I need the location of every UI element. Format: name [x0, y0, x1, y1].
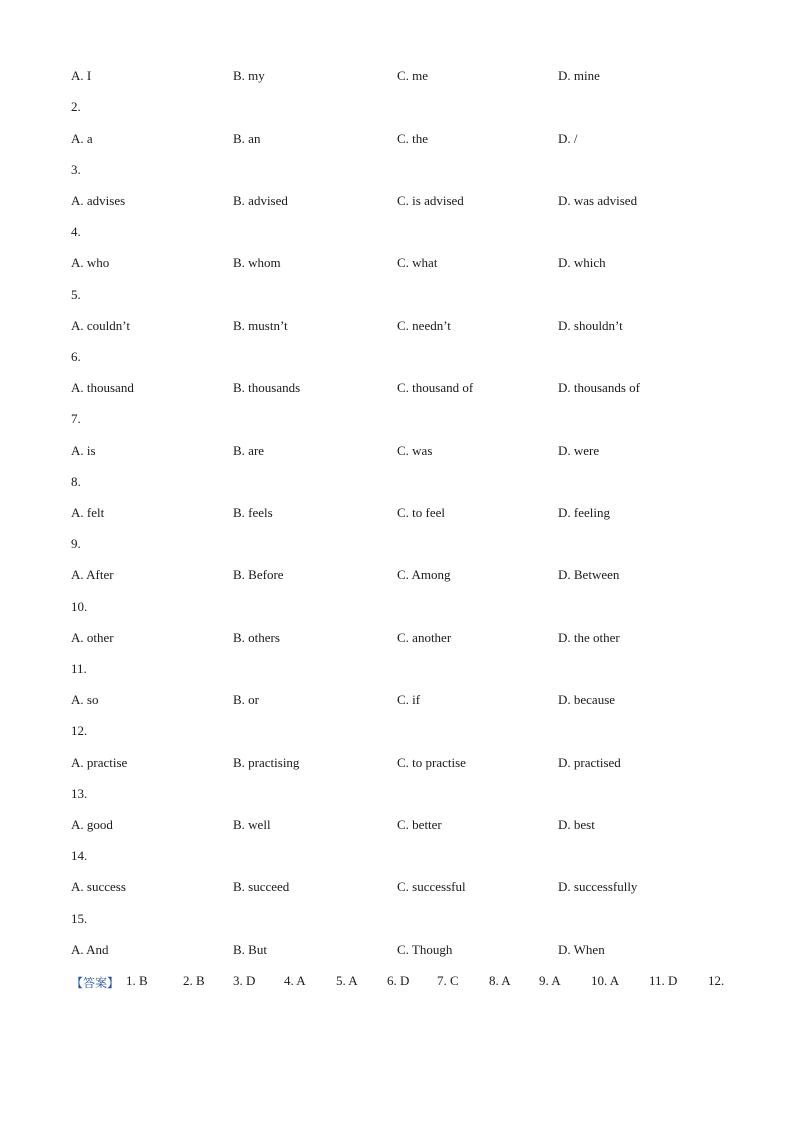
option-d: D. successfully — [558, 879, 638, 894]
option-c: C. is advised — [397, 193, 464, 208]
option-b: B. well — [233, 817, 271, 832]
option-c: C. another — [397, 630, 452, 645]
option-d: D. because — [558, 692, 616, 707]
option-a: A. And — [71, 942, 109, 957]
option-b: B. advised — [233, 193, 288, 208]
option-c: C. needn’t — [397, 318, 451, 333]
option-a: A. thousand — [71, 380, 134, 395]
option-a: A. who — [71, 255, 110, 270]
option-a: A. I — [71, 68, 92, 83]
question-number: 2. — [71, 99, 81, 114]
option-d: D. was advised — [558, 193, 638, 208]
option-c: C. successful — [397, 879, 466, 894]
option-c: C. the — [397, 131, 429, 146]
question-number: 11. — [71, 661, 87, 676]
answer-item-10: 10. A — [591, 973, 620, 988]
option-d: D. When — [558, 942, 605, 957]
answer-item-5: 5. A — [336, 973, 358, 988]
answer-item-7: 7. C — [437, 973, 459, 988]
question-number: 15. — [71, 911, 88, 926]
option-b: B. Before — [233, 567, 284, 582]
option-b: B. mustn’t — [233, 318, 288, 333]
option-b: B. are — [233, 443, 265, 458]
option-b: B. But — [233, 942, 267, 957]
option-b: B. whom — [233, 255, 281, 270]
option-d: D. the other — [558, 630, 620, 645]
option-d: D. feeling — [558, 505, 610, 520]
option-d: D. shouldn’t — [558, 318, 623, 333]
option-b: B. succeed — [233, 879, 290, 894]
answer-item-4: 4. A — [284, 973, 306, 988]
option-b: B. my — [233, 68, 265, 83]
option-a: A. After — [71, 567, 114, 582]
option-a: A. advises — [71, 193, 126, 208]
option-b: B. feels — [233, 505, 273, 520]
question-number: 9. — [71, 536, 81, 551]
option-a: A. is — [71, 443, 96, 458]
question-number: 6. — [71, 349, 81, 364]
question-number: 12. — [71, 723, 88, 738]
answer-item-6: 6. D — [387, 973, 410, 988]
option-a: A. practise — [71, 755, 128, 770]
question-number: 3. — [71, 162, 81, 177]
option-c: C. thousand of — [397, 380, 474, 395]
option-d: D. best — [558, 817, 595, 832]
question-number: 7. — [71, 411, 81, 426]
option-d: D. mine — [558, 68, 600, 83]
question-number: 4. — [71, 224, 81, 239]
option-c: C. Among — [397, 567, 451, 582]
option-a: A. felt — [71, 505, 105, 520]
option-d: D. Between — [558, 567, 620, 582]
option-a: A. good — [71, 817, 113, 832]
question-number: 13. — [71, 786, 88, 801]
option-a: A. a — [71, 131, 93, 146]
option-d: D. / — [558, 131, 578, 146]
question-number: 10. — [71, 599, 88, 614]
option-c: C. to practise — [397, 755, 466, 770]
answer-item-11: 11. D — [649, 973, 678, 988]
option-c: C. to feel — [397, 505, 446, 520]
question-number: 8. — [71, 474, 81, 489]
answer-item-12: 12. — [708, 973, 725, 988]
option-c: C. Though — [397, 942, 453, 957]
question-number: 5. — [71, 287, 81, 302]
option-b: B. thousands — [233, 380, 301, 395]
option-c: C. was — [397, 443, 433, 458]
option-d: D. practised — [558, 755, 621, 770]
answer-item-8: 8. A — [489, 973, 511, 988]
option-c: C. if — [397, 692, 421, 707]
answer-item-2: 2. B — [183, 973, 205, 988]
option-c: C. better — [397, 817, 442, 832]
answer-key — [71, 973, 751, 993]
option-a: A. so — [71, 692, 99, 707]
option-b: B. others — [233, 630, 280, 645]
option-d: D. were — [558, 443, 600, 458]
option-d: D. thousands of — [558, 380, 640, 395]
option-b: B. or — [233, 692, 259, 707]
question-number: 14. — [71, 848, 88, 863]
answer-item-9: 9. A — [539, 973, 561, 988]
option-c: C. me — [397, 68, 429, 83]
option-d: D. which — [558, 255, 606, 270]
option-a: A. other — [71, 630, 114, 645]
option-b: B. practising — [233, 755, 300, 770]
option-a: A. success — [71, 879, 126, 894]
option-c: C. what — [397, 255, 438, 270]
answer-label: 【答案】 — [71, 976, 120, 990]
option-b: B. an — [233, 131, 261, 146]
answer-item-3: 3. D — [233, 973, 256, 988]
answer-item-1: 1. B — [126, 973, 148, 988]
option-a: A. couldn’t — [71, 318, 130, 333]
